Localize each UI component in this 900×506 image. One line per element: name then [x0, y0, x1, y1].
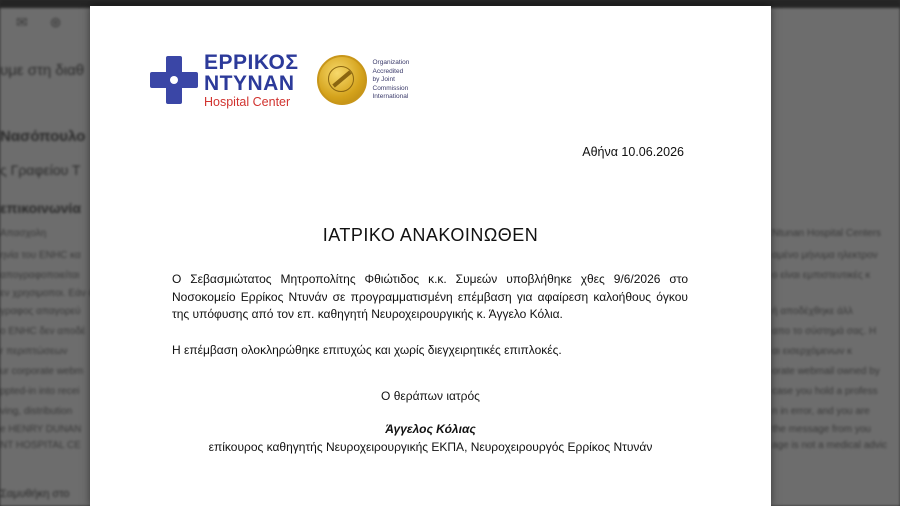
- accreditation-text: Organization Accredited by Joint Commission International: [372, 59, 410, 100]
- brand-text: [204, 52, 299, 109]
- signature-name: Άγγελος Κόλιας: [385, 422, 476, 436]
- brand-line-2: ΝΤΥΝΑΝ: [204, 72, 295, 95]
- signature-role: Ο θεράπων ιατρός: [381, 389, 480, 403]
- document-page: [90, 6, 771, 506]
- paragraph-1: Ο Σεβασμιώτατος Μητροπολίτης Φθιώτιδος κ.κ. Συμεών υποβλήθηκε χθες 9/6/2026 στο Νοσοκομείο Ερρίκος Ντυνάν σε προγραμματισμένη επέμβαση για αφαίρεση καλοήθους όγκου της υπόφυσης από τον επ. καθηγητή Νευροχειρουργικής κ. Άγγελο Κόλια.: [172, 272, 688, 321]
- document-title: ΙΑΤΡΙΚΟ ΑΝΑΚΟΙΝΩΘΕΝ: [322, 225, 539, 245]
- brand-line-1: ΕΡΡΙΚΟΣ: [204, 51, 299, 74]
- paragraph-2: Η επέμβαση ολοκληρώθηκε επιτυχώς και χωρίς διεγχειρητικές επιπλοκές.: [172, 343, 562, 357]
- signature-title: επίκουρος καθηγητής Νευροχειρουργικής ΕΚΠΑ, Νευροχειρουργός Ερρίκος Ντυνάν: [208, 440, 653, 454]
- red-cross-icon: [150, 56, 198, 104]
- jci-seal-icon: [317, 55, 367, 105]
- document-date: Αθήνα 10.06.2026: [582, 145, 684, 159]
- brand-line-3: Hospital Center: [204, 95, 291, 109]
- hospital-logo: [150, 52, 409, 109]
